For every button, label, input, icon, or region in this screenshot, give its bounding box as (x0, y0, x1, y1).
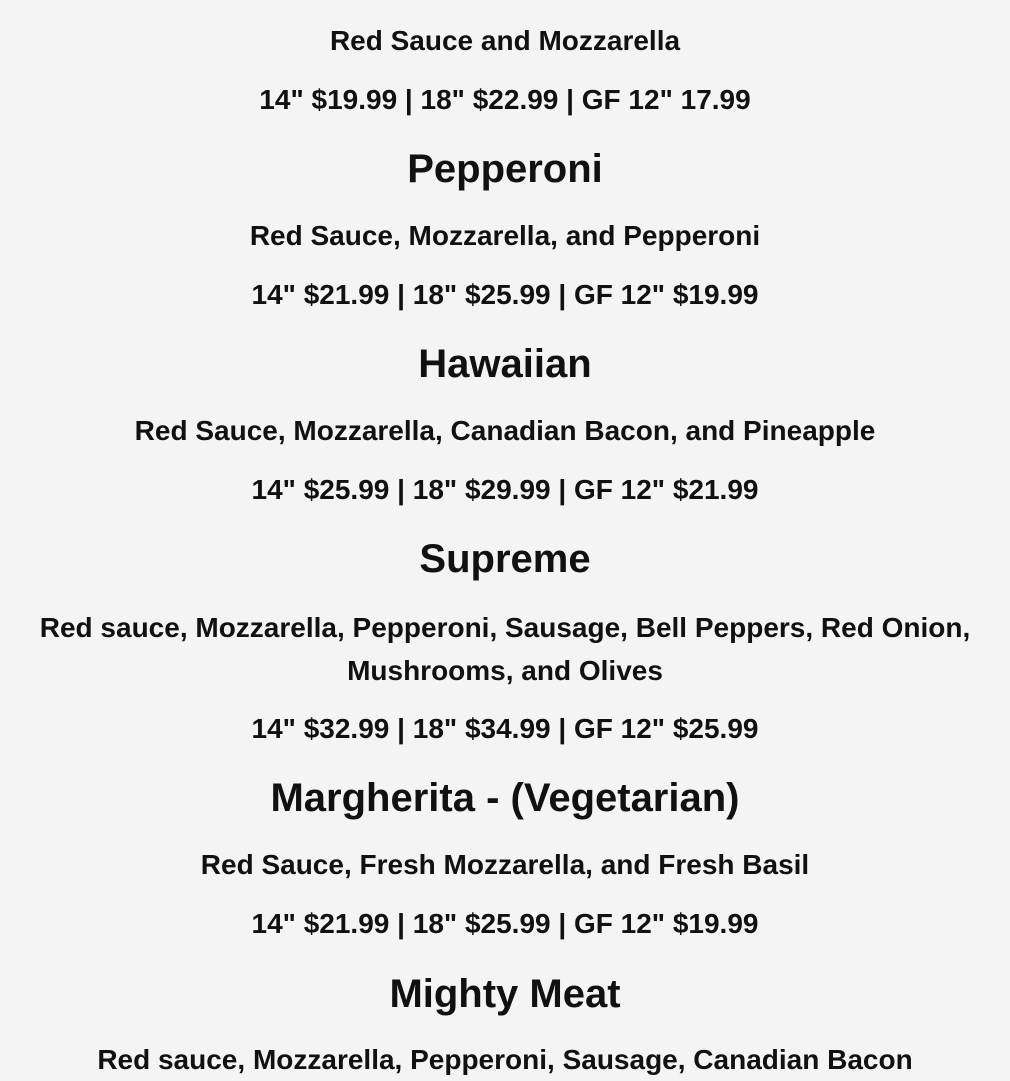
item-title: Mighty Meat (389, 972, 621, 1016)
item-title: Pepperoni (407, 147, 603, 191)
item-prices: 14" $19.99 | 18" $22.99 | GF 12" 17.99 (259, 84, 751, 115)
item-description: Red Sauce, Fresh Mozzarella, and Fresh Basil (200, 849, 810, 880)
item-title: Supreme (419, 537, 591, 581)
item-title: Hawaiian (418, 342, 592, 386)
item-prices: 14" $25.99 | 18" $29.99 | GF 12" $21.99 (251, 474, 759, 505)
item-description: Red Sauce, Mozzarella, and Pepperoni (249, 220, 761, 251)
item-description: Red Sauce and Mozzarella (329, 25, 681, 56)
item-description: Red sauce, Mozzarella, Pepperoni, Sausage, Bell Peppers, Red Onion, Mushrooms, and Olives (39, 612, 971, 686)
item-prices: 14" $21.99 | 18" $25.99 | GF 12" $19.99 (251, 908, 759, 939)
item-prices: 14" $32.99 | 18" $34.99 | GF 12" $25.99 (251, 713, 759, 744)
item-description: Red Sauce, Mozzarella, Canadian Bacon, and Pineapple (134, 415, 876, 446)
item-description: Red sauce, Mozzarella, Pepperoni, Sausage, Canadian Bacon (97, 1044, 913, 1075)
item-title: Margherita - (Vegetarian) (270, 776, 740, 820)
item-prices: 14" $21.99 | 18" $25.99 | GF 12" $19.99 (251, 279, 759, 310)
